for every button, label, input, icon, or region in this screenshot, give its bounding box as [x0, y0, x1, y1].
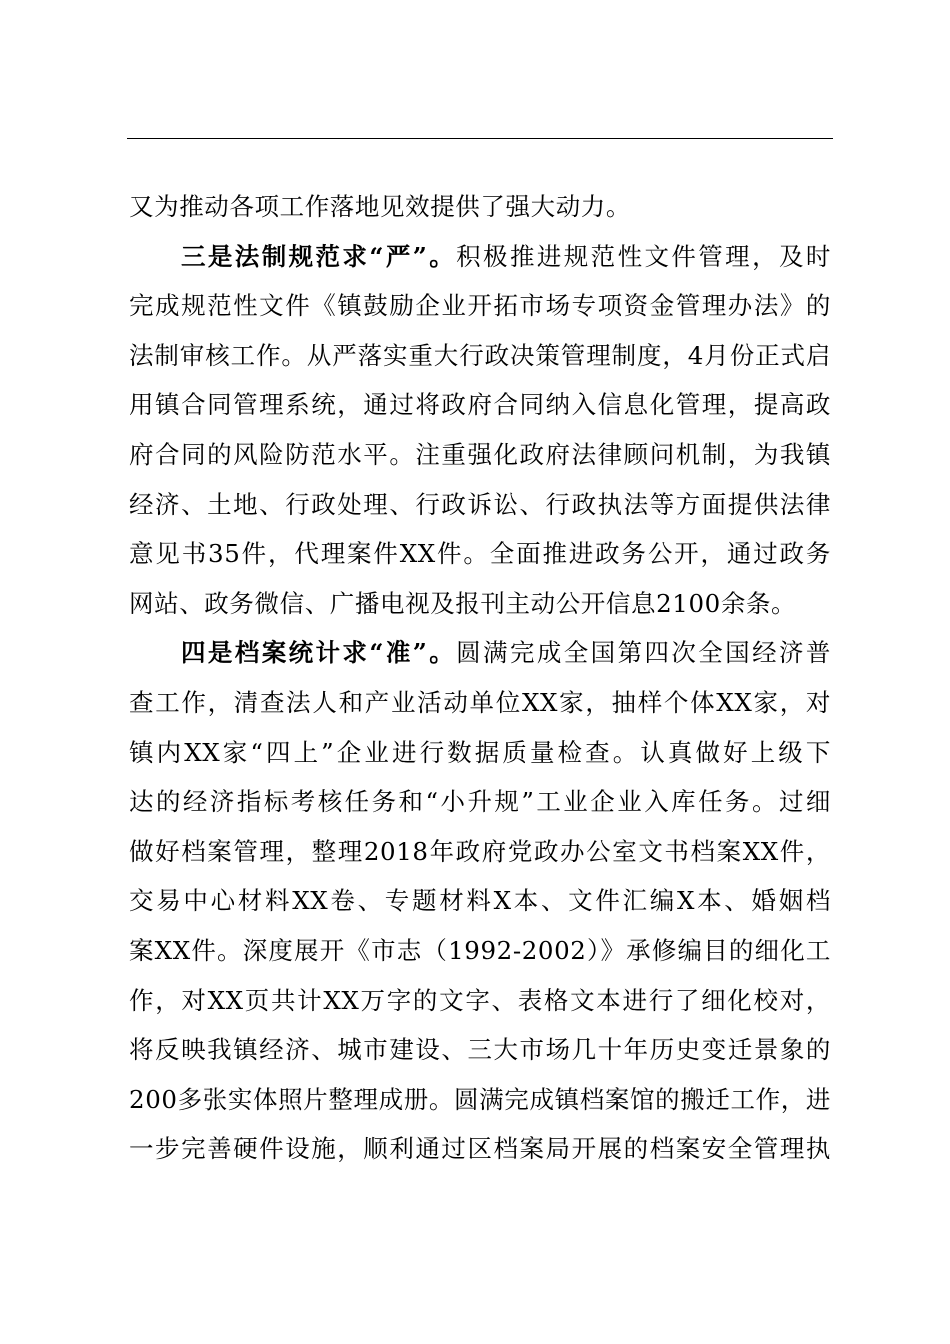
text-line: 意见书35件，代理案件XX件。全面推进政务公开，通过政务: [129, 539, 831, 569]
text-line: 作，对XX页共计XX万字的文字、表格文本进行了细化校对，: [129, 985, 831, 1015]
text-line: 网站、政务微信、广播电视及报刊主动公开信息2100余条。: [129, 588, 797, 618]
text-run: 积极推进规范性文件管理，及时: [456, 241, 831, 271]
text-line: 用镇合同管理系统，通过将政府合同纳入信息化管理，提高政: [129, 390, 831, 420]
text-line: 府合同的风险防范水平。注重强化政府法律顾问机制，为我镇: [129, 439, 831, 469]
text-line: [129, 628, 831, 678]
document-body: [129, 182, 831, 1174]
text-line: 查工作，清查法人和产业活动单位XX家，抽样个体XX家，对: [129, 687, 831, 717]
text-line: [129, 232, 831, 282]
text-line: 做好档案管理，整理2018年政府党政办公室文书档案XX件，: [129, 836, 831, 866]
paragraph-heading: 四是档案统计求“准”。: [181, 638, 457, 668]
paragraph-legal-standards: [129, 232, 831, 629]
paragraph-heading: 三是法制规范求“严”。: [181, 241, 457, 271]
text-line: 达的经济指标考核任务和“小升规”工业企业入库任务。过细: [129, 787, 831, 817]
text-line: 200多张实体照片整理成册。圆满完成镇档案馆的搬迁工作，进: [129, 1084, 831, 1114]
text-line: 一步完善硬件设施，顺利通过区档案局开展的档案安全管理执: [129, 1134, 831, 1164]
text-line: 案XX件。深度展开《市志（1992-2002）》承修编目的细化工: [129, 935, 831, 965]
text-line: 交易中心材料XX卷、专题材料X本、文件汇编X本、婚姻档: [129, 886, 831, 916]
header-rule: [127, 138, 833, 139]
text-run: 圆满完成全国第四次全国经济普: [456, 638, 831, 668]
text-line: 经济、土地、行政处理、行政诉讼、行政执法等方面提供法律: [129, 489, 831, 519]
text-line: 法制审核工作。从严落实重大行政决策管理制度，4月份正式启: [129, 340, 831, 370]
text-line: 又为推动各项工作落地见效提供了强大动力。: [129, 192, 631, 221]
text-line: 完成规范性文件《镇鼓励企业开拓市场专项资金管理办法》的: [129, 291, 831, 321]
paragraph-archives-statistics: [129, 628, 831, 1174]
text-line: 将反映我镇经济、城市建设、三大市场几十年历史变迁景象的: [129, 1035, 831, 1065]
text-line: 镇内XX家“四上”企业进行数据质量检查。认真做好上级下: [129, 737, 831, 767]
paragraph-continuation: [129, 182, 831, 232]
